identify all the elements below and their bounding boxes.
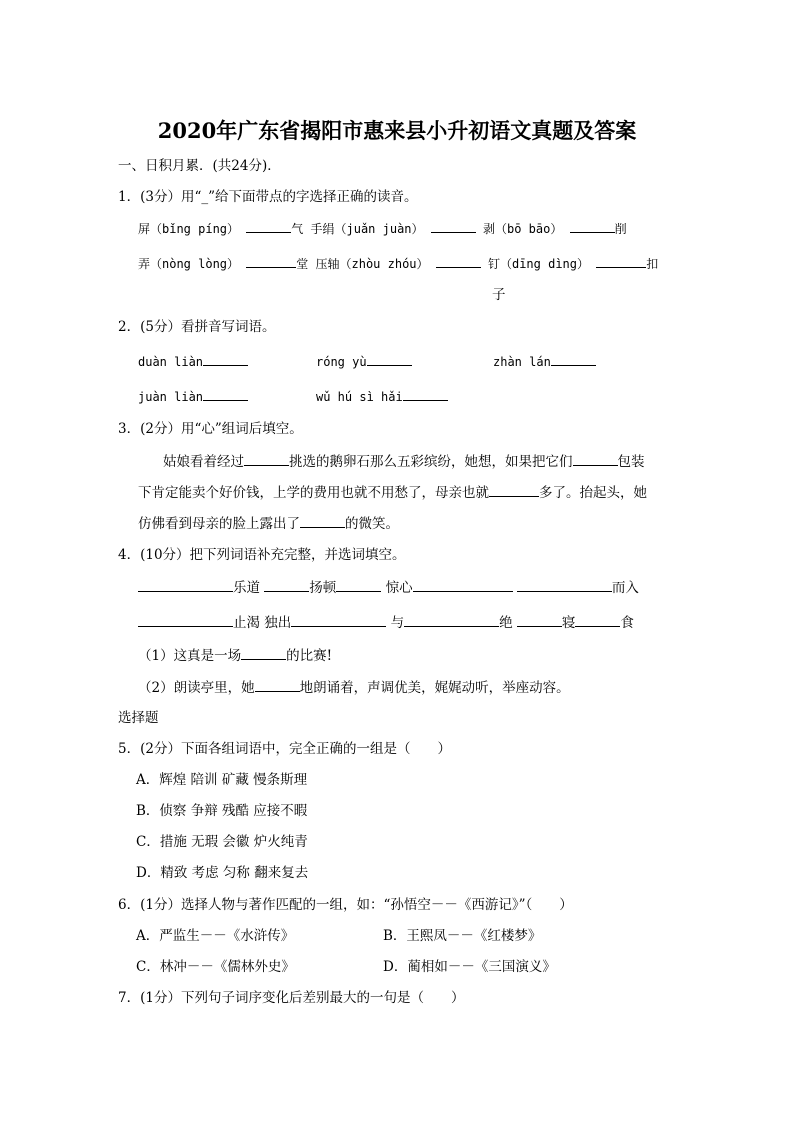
answer-blank[interactable] (367, 352, 412, 366)
answer-blank[interactable] (138, 578, 233, 592)
text: 剥（bō bāo） (482, 222, 563, 236)
option-b[interactable]: B．侦察 争辩 残酷 应接不暇 (136, 803, 308, 819)
answer-blank[interactable] (404, 613, 499, 627)
answer-blank[interactable] (336, 578, 381, 592)
answer-blank[interactable] (203, 387, 248, 401)
answer-blank[interactable] (570, 219, 615, 233)
text: 独出 (264, 615, 292, 631)
question-6-stem: 6．(1分）选择人物与著作匹配的一组，如：“孙悟空－－《西游记》”（ ） (118, 897, 573, 913)
answer-blank[interactable] (255, 678, 300, 692)
answer-blank[interactable] (244, 452, 289, 466)
answer-blank[interactable] (575, 613, 620, 627)
text: 仿佛看到母亲的脸上露出了 (138, 516, 300, 532)
text: 的比赛! (286, 648, 333, 664)
pinyin: wǔ hú sì hǎi (316, 390, 403, 404)
option-a[interactable]: A．辉煌 陪训 矿藏 慢条斯理 (136, 772, 308, 788)
text: （1）这真是一场 (138, 648, 242, 664)
pinyin: juàn liàn (138, 390, 204, 404)
text: 多了。抬起头，她 (539, 485, 647, 501)
text: 而入 (611, 580, 639, 596)
text: 子 (492, 287, 506, 303)
answer-blank[interactable] (489, 483, 539, 497)
answer-blank[interactable] (291, 613, 386, 627)
answer-blank[interactable] (413, 578, 513, 592)
section-heading: 一、日积月累．(共24分)． (118, 158, 281, 174)
question-3-stem: 3．(2分）用“心”组词后填空。 (118, 421, 303, 437)
question-1-stem: 1．(3分）用“_”给下面带点的字选择正确的读音。 (118, 189, 418, 205)
question-2-stem: 2．(5分）看拼音写词语。 (118, 319, 276, 335)
answer-blank[interactable] (431, 219, 476, 233)
text: 绝 (499, 615, 513, 631)
answer-blank[interactable] (264, 578, 309, 592)
answer-blank[interactable] (551, 352, 596, 366)
text: 下肯定能卖个好价钱，上学的费用也就不用愁了，母亲也就 (138, 485, 489, 501)
answer-blank[interactable] (241, 646, 286, 660)
text: 气 手绢（juǎn juàn） (291, 222, 424, 236)
option-d[interactable]: D．精致 考虑 匀称 翻来复去 (136, 865, 309, 881)
text: 姑娘看着经过 (163, 454, 244, 470)
text: 屏（bǐng píng） (138, 222, 240, 236)
option-c[interactable]: C．措施 无瑕 会徽 炉火纯青 (136, 834, 308, 850)
answer-blank[interactable] (403, 387, 448, 401)
text: 弄（nòng lòng） (138, 257, 240, 271)
question-1-row (138, 219, 627, 238)
question-5-stem: 5．(2分）下面各组词语中，完全正确的一组是（ ） (118, 741, 451, 757)
text: 的微笑。 (345, 516, 399, 532)
text: 止渴 (233, 615, 260, 631)
text: 地朗诵着，声调优美，娓娓动听，举座动容。 (299, 680, 570, 696)
option-d[interactable]: D．蔺相如－－《三国演义》 (383, 959, 556, 975)
text: 钉（dīng dìng） (487, 257, 590, 271)
section-heading: 选择题 (118, 710, 159, 726)
answer-blank[interactable] (300, 514, 345, 528)
question-7-stem: 7．(1分）下列句子词序变化后差别最大的一句是（ ） (118, 990, 465, 1006)
answer-blank[interactable] (246, 219, 291, 233)
text: 惊心 (385, 580, 413, 596)
answer-blank[interactable] (573, 452, 618, 466)
page-title: 2020年广东省揭阳市惠来县小升初语文真题及答案 (157, 118, 637, 143)
answer-blank[interactable] (517, 613, 562, 627)
text: 削 (614, 222, 627, 236)
answer-blank[interactable] (436, 254, 481, 268)
answer-blank[interactable] (246, 254, 296, 268)
question-4-stem: 4．(10分）把下列词语补充完整，并选词填空。 (118, 547, 406, 563)
text: 食 (620, 615, 634, 631)
option-c[interactable]: C．林冲－－《儒林外史》 (136, 959, 295, 975)
text: （2）朗读亭里，她 (138, 680, 255, 696)
answer-blank[interactable] (203, 352, 248, 366)
option-b[interactable]: B．王熙凤－－《红楼梦》 (383, 928, 542, 944)
pinyin: zhàn lán (493, 355, 551, 369)
text: 扬顿 (309, 580, 337, 596)
answer-blank[interactable] (138, 613, 233, 627)
answer-blank[interactable] (517, 578, 612, 592)
question-1-row (138, 254, 658, 273)
text: 堂 压轴（zhòu zhóu） (296, 257, 429, 271)
text: 与 (390, 615, 405, 631)
text: 挑选的鹅卵石那么五彩缤纷，她想，如果把它们 (289, 454, 573, 470)
text: 乐道 (233, 580, 260, 596)
text: 包装 (617, 454, 645, 470)
pinyin: duàn liàn (138, 355, 204, 369)
answer-blank[interactable] (596, 254, 646, 268)
pinyin: róng yù (316, 355, 367, 369)
option-a[interactable]: A．严监生－－《水浒传》 (136, 928, 295, 944)
text: 寝 (561, 615, 576, 631)
text: 扣 (646, 257, 659, 271)
